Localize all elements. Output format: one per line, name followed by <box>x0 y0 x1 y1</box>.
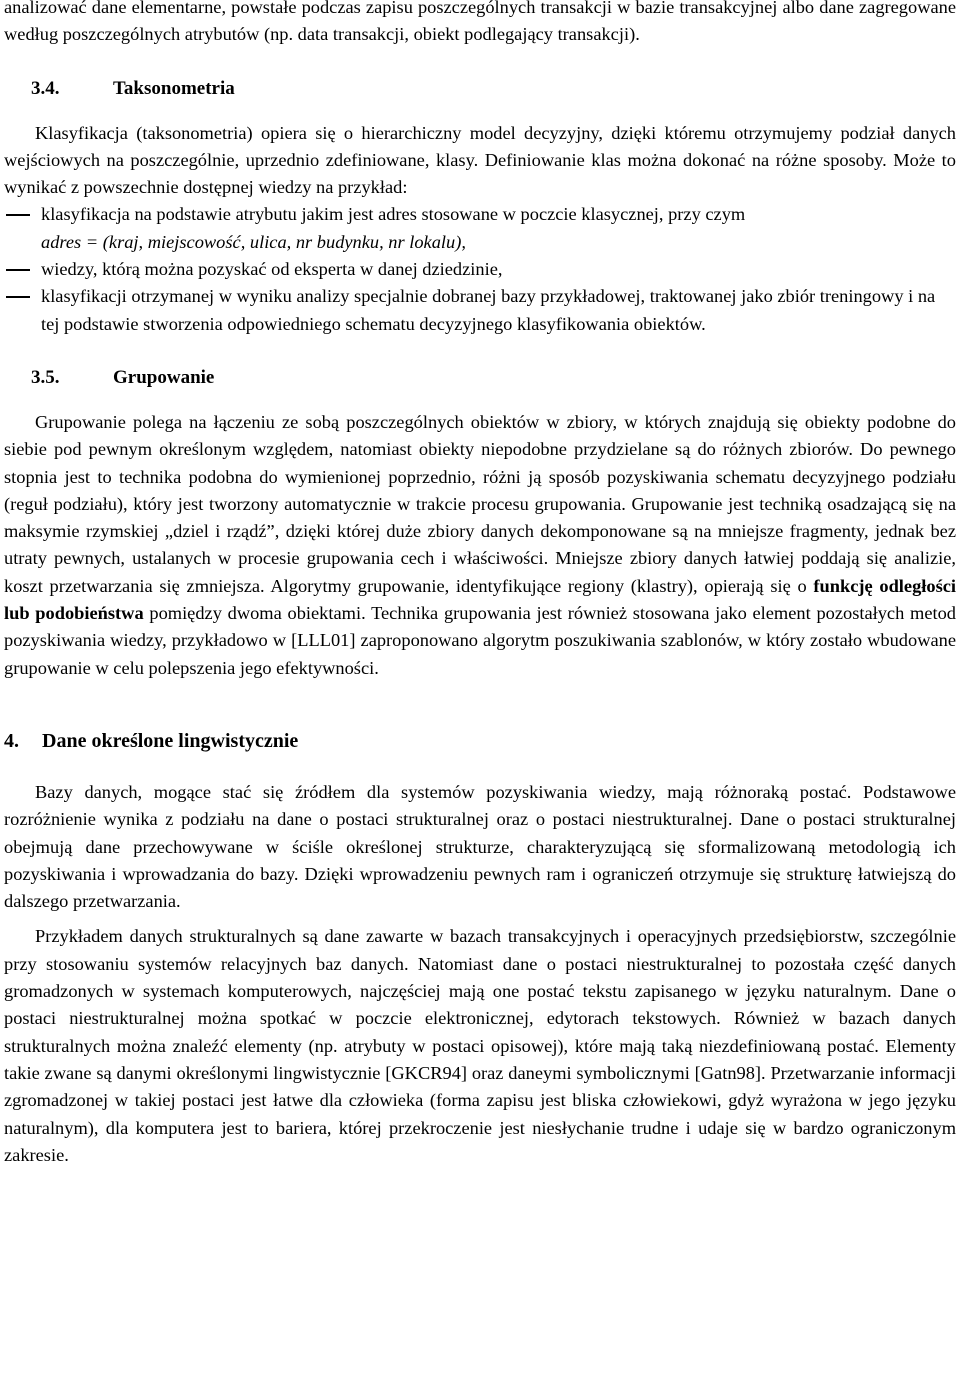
clustering-paragraph <box>4 409 956 682</box>
list-item-text: klasyfikacja na podstawie atrybutu jakim jest adres stosowane w poczcie klasycznej, przy czym <box>41 204 746 225</box>
section-3-5-heading <box>31 364 956 391</box>
bold-term: funkcję odległości lub podobieństwa <box>4 575 956 624</box>
section-3-4-heading <box>31 75 956 102</box>
section-number: 4. <box>4 729 19 752</box>
taxonomy-paragraph: Klasyfikacja (taksonometria) opiera się o hierarchiczny model decyzyjny, dzięki któremu otrzymujemy podział danych wejściowych na poszczególnie, uprzednio zdefiniowane, klasy. Definiowanie klas można dokonać na różne sposoby. Może to wynikać z powszechnie dostępnej wiedzy na przykład: <box>4 122 956 198</box>
linguistic-paragraph-1: Bazy danych, mogące stać się źródłem dla systemów pozyskiwania wiedzy, mają różnoraką postać. Podstawowe rozróżnienie wynika z podziału na dane o postaci strukturalnej oraz o postaci niestrukturalnej. Dane o postaci strukturalnej obejmują dane przechowywane w ściśle określonej strukturze, charakteryzującą się sformalizowaną metodologią ich pozyskiwania i wprowadzania do bazy. Dzięki wprowadzeniu pewnych ram i ograniczeń otrzymuje się strukturę łatwiejszą do dalszego przetwarzania. <box>4 781 956 912</box>
list-item: klasyfikacji otrzymanej w wyniku analizy specjalnie dobranej bazy przykładowej, traktowanej jako zbiór treningowy i na tej podstawie stworzenia odpowiedniego schematu decyzyjnego klasyfikowania obiektów. <box>4 283 956 338</box>
address-formula: adres = (kraj, miejscowość, ulica, nr budynku, nr lokalu), <box>41 231 466 252</box>
taxonomy-list <box>4 201 956 337</box>
section-title: Taksonometria <box>113 77 235 99</box>
section-title: Dane określone lingwistycznie <box>42 729 299 752</box>
clustering-text-a: Grupowanie polega na łączeniu ze sobą poszczególnych obiektów w zbiory, w których znajdują się obiekty podobne do siebie pod pewnym określonym względem, natomiast obiekty niepodobne przydzielane są do różnych zbiorów. Do pewnego stopnia jest to technika podobna do wymienionej poprzednio, różni ją sposób pozyskiwania schematu decyzyjnego podziału (reguł podziału), który jest tworzony automatycznie w trakcie procesu grupowania. Grupowanie jest techniką osadzającą się na maksymie rzymskiej „dziel i rządź”, dzięki której duże zbiory danych dekomponowane są na mniejsze fragmenty, jednak bez utraty pewnych, ustalanych w procesie grupowania cech i właściwości. Mniejsze zbiory danych łatwiej poddają się analizie, koszt przetwarzania się zmniejsza. Algorytmy grupowanie, identyfikujące regiony (klastry), opierają się o <box>4 411 956 596</box>
list-item <box>4 201 956 256</box>
section-4-heading <box>4 728 956 755</box>
section-title: Grupowanie <box>113 366 215 388</box>
section-number: 3.5. <box>31 366 60 388</box>
list-item: wiedzy, którą można pozyskać od eksperta w danej dziedzinie, <box>4 256 956 283</box>
section-number: 3.4. <box>31 77 60 99</box>
clustering-text-b: pomiędzy dwoma obiektami. Technika grupowania jest również stosowana jako element pozostałych metod pozyskiwania wiedzy, przykładowo w [LLL01] zaproponowano algorytm poszukiwania szablonów, w który zostało wbudowane grupowanie w celu polepszenia jego efektywności. <box>4 603 956 678</box>
intro-paragraph: analizować dane elementarne, powstałe podczas zapisu poszczególnych transakcji w bazie transakcyjnej albo dane zagregowane według poszczególnych atrybutów (np. data transakcji, obiekt podlegający transakcji). <box>4 0 956 45</box>
linguistic-paragraph-2: Przykładem danych strukturalnych są dane zawarte w bazach transakcyjnych i operacyjnych przedsiębiorstw, szczególnie przy stosowaniu systemów relacyjnych baz danych. Natomiast dane o postaci niestrukturalnej to pozostała część danych gromadzonych w systemach komputerowych, najczęściej mają one postać tekstu zapisanego w języku naturalnym. Dane o postaci niestrukturalnej można spotkać w poczcie elektronicznej, edytorach tekstowych. Również w bazach danych strukturalnych można znaleźć elementy (np. atrybuty w postaci opisowej), które mają taką niezdefiniowaną postać. Elementy takie zwane są danymi określonymi lingwistycznie [GKCR94] oraz daneymi symbolicznymi [Gatn98]. Przetwarzanie informacji zgromadzonej w takiej postaci jest łatwe dla człowieka (forma zapisu jest bliska człowiekowi, gdyż wyrażona w jego języku naturalnym), dla komputera jest to bariera, której przekroczenie jest niesłychanie trudne i udaje się w bardzo ograniczonym zakresie. <box>4 926 956 1165</box>
document-page <box>4 0 956 1169</box>
